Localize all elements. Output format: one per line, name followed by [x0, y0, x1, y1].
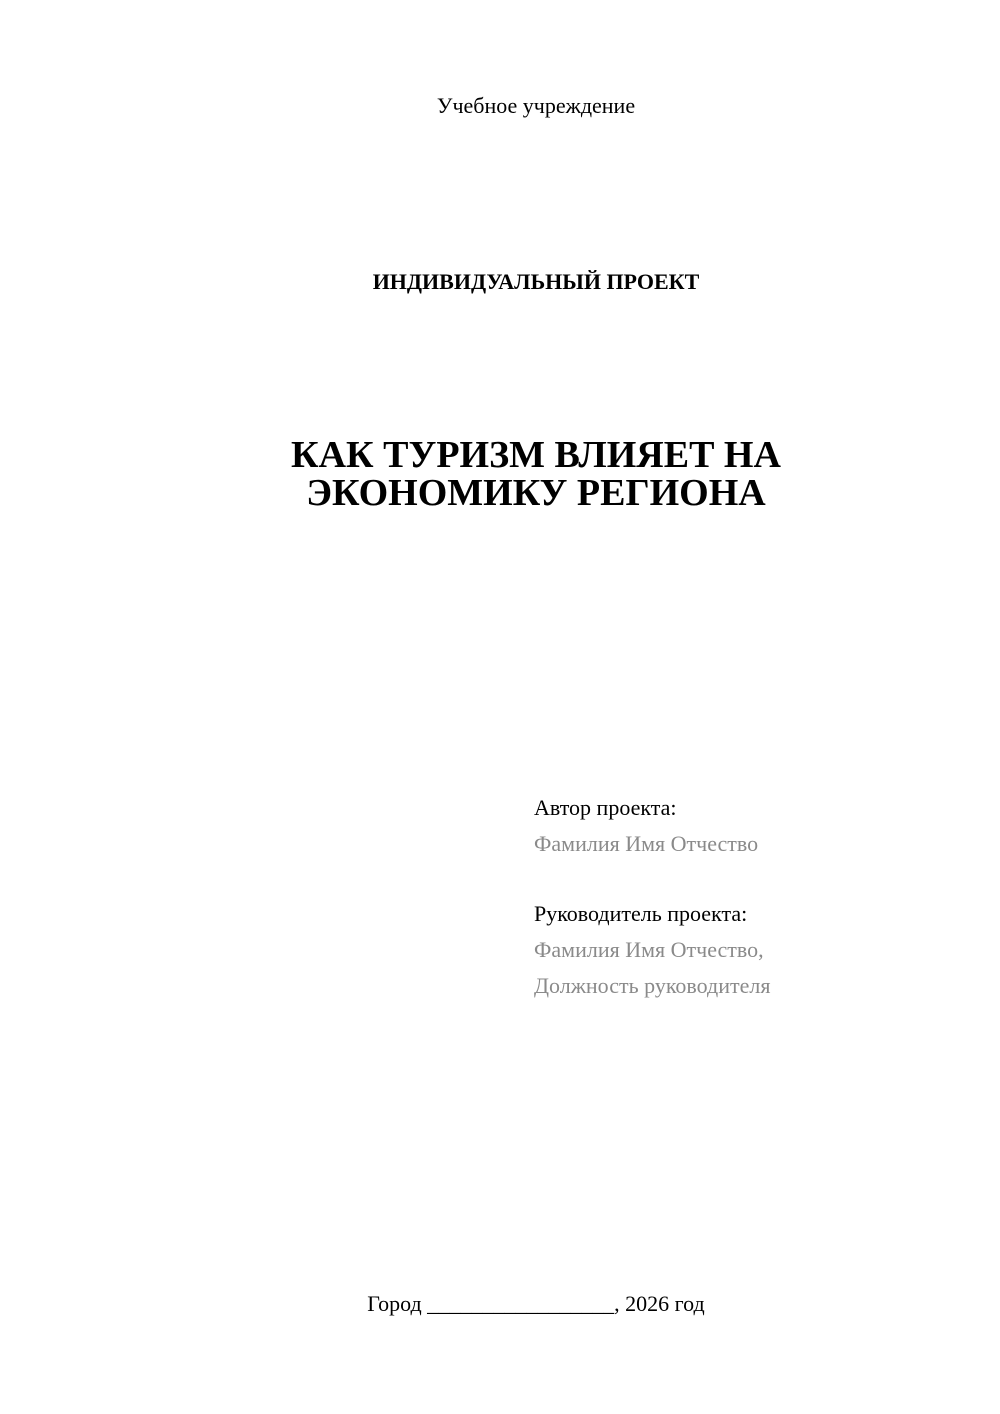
city-year-line: Город _________________, 2026 год: [367, 1291, 705, 1316]
supervisor-position: Должность руководителя: [534, 973, 771, 998]
project-title-line-2: ЭКОНОМИКУ РЕГИОНА: [306, 472, 766, 514]
project-title: [0, 436, 1000, 512]
author-label: Автор проекта:: [534, 795, 677, 820]
credits-block: [534, 790, 974, 1004]
credits-spacer: [534, 862, 974, 896]
project-type-heading: ИНДИВИДУАЛЬНЫЙ ПРОЕКТ: [372, 269, 700, 294]
supervisor-label: Руководитель проекта:: [534, 901, 748, 926]
project-title-line-1: КАК ТУРИЗМ ВЛИЯЕТ НА: [291, 434, 781, 476]
supervisor-name: Фамилия Имя Отчество,: [534, 937, 764, 962]
author-name: Фамилия Имя Отчество: [534, 831, 759, 856]
institution-name: Учебное учреждение: [436, 93, 636, 118]
